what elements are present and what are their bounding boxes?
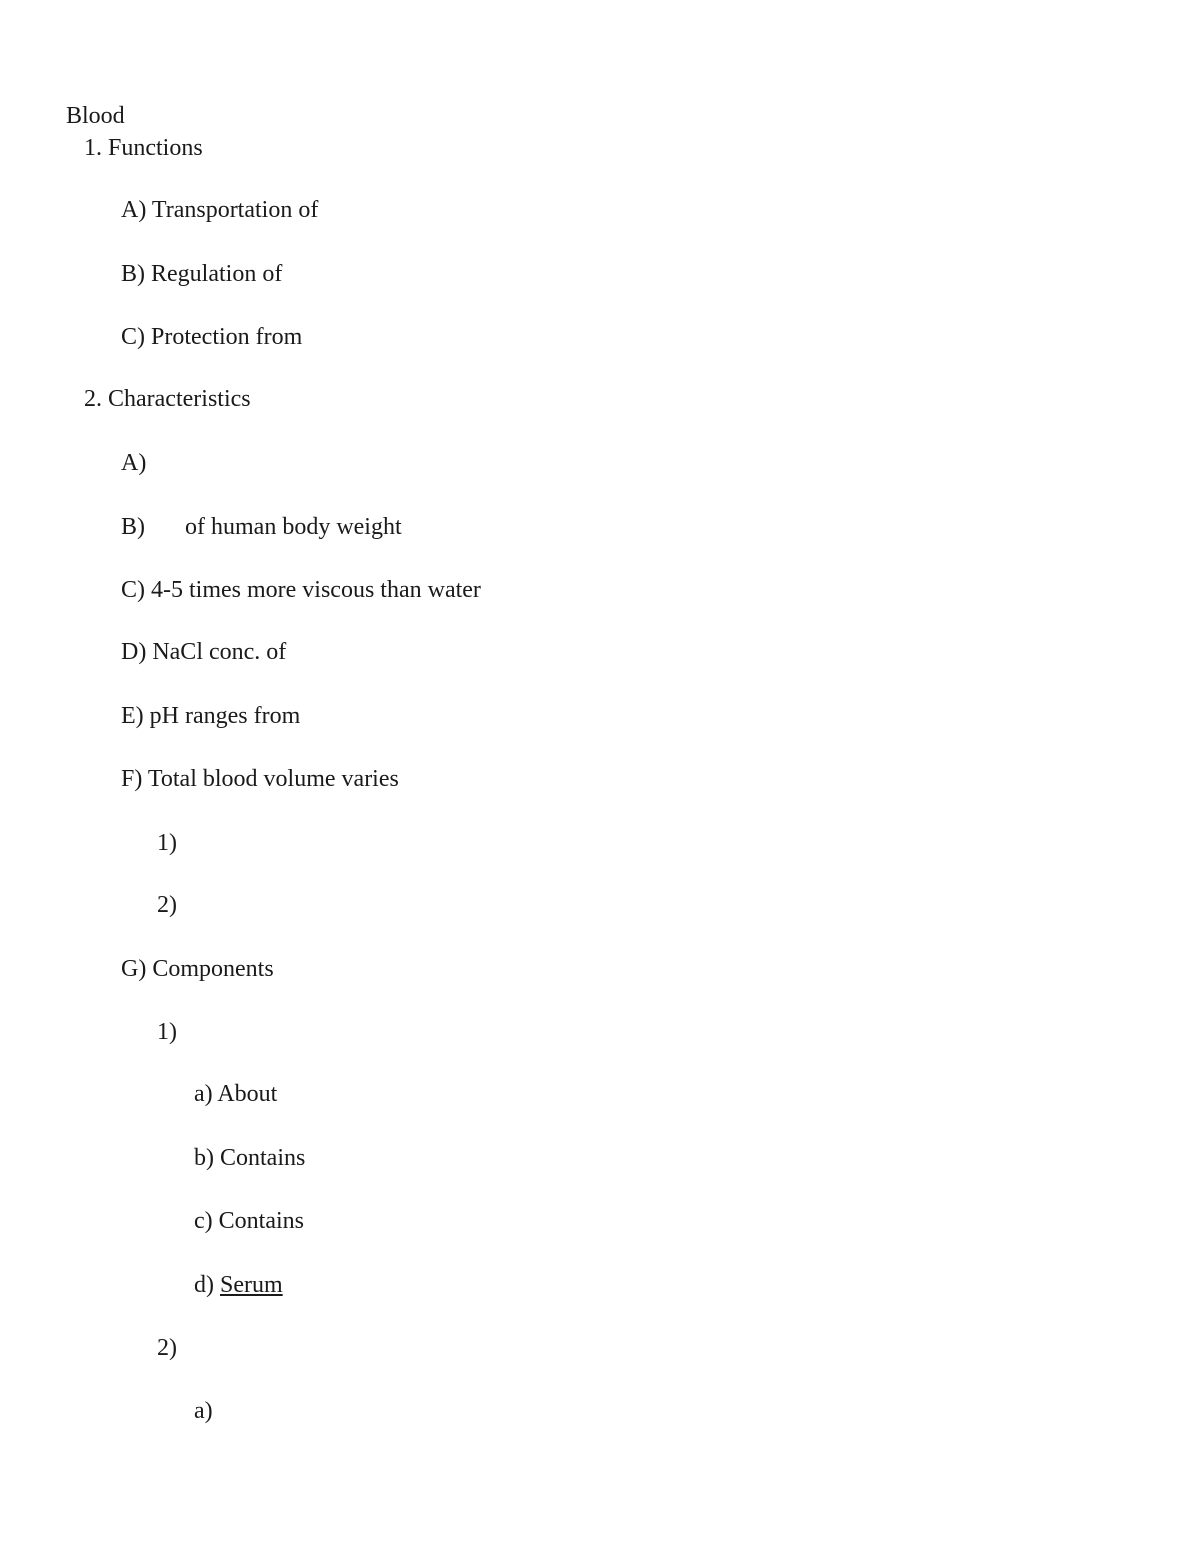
- sub-sub-list-item: c) Contains: [194, 1208, 304, 1234]
- document-title: Blood: [66, 103, 125, 129]
- list-item-label: B): [121, 514, 145, 540]
- list-item: C) 4-5 times more viscous than water: [121, 577, 481, 603]
- list-item: E) pH ranges from: [121, 703, 301, 729]
- sub-list-item: 1): [157, 830, 177, 856]
- list-item: D) NaCl conc. of: [121, 639, 287, 665]
- sub-sub-list-item: b) Contains: [194, 1145, 306, 1171]
- list-item-label: d): [194, 1272, 220, 1298]
- list-item: C) Protection from: [121, 324, 303, 350]
- sub-list-item: 2): [157, 1335, 177, 1361]
- list-item: F) Total blood volume varies: [121, 766, 399, 792]
- sub-sub-list-item: a): [194, 1398, 213, 1424]
- list-item: B) Regulation of: [121, 261, 283, 287]
- list-item: A): [121, 450, 147, 476]
- sub-list-item: 2): [157, 892, 177, 918]
- list-item: [121, 512, 402, 542]
- section-heading-functions: 1. Functions: [84, 135, 203, 161]
- sub-sub-list-item: a) About: [194, 1081, 278, 1107]
- sub-list-item: 1): [157, 1019, 177, 1045]
- serum-term: Serum: [220, 1272, 283, 1298]
- list-item: A) Transportation of: [121, 197, 319, 223]
- list-item: G) Components: [121, 956, 274, 982]
- list-item-text: of human body weight: [185, 514, 402, 540]
- sub-sub-list-item: [194, 1270, 283, 1300]
- section-heading-characteristics: 2. Characteristics: [84, 386, 251, 412]
